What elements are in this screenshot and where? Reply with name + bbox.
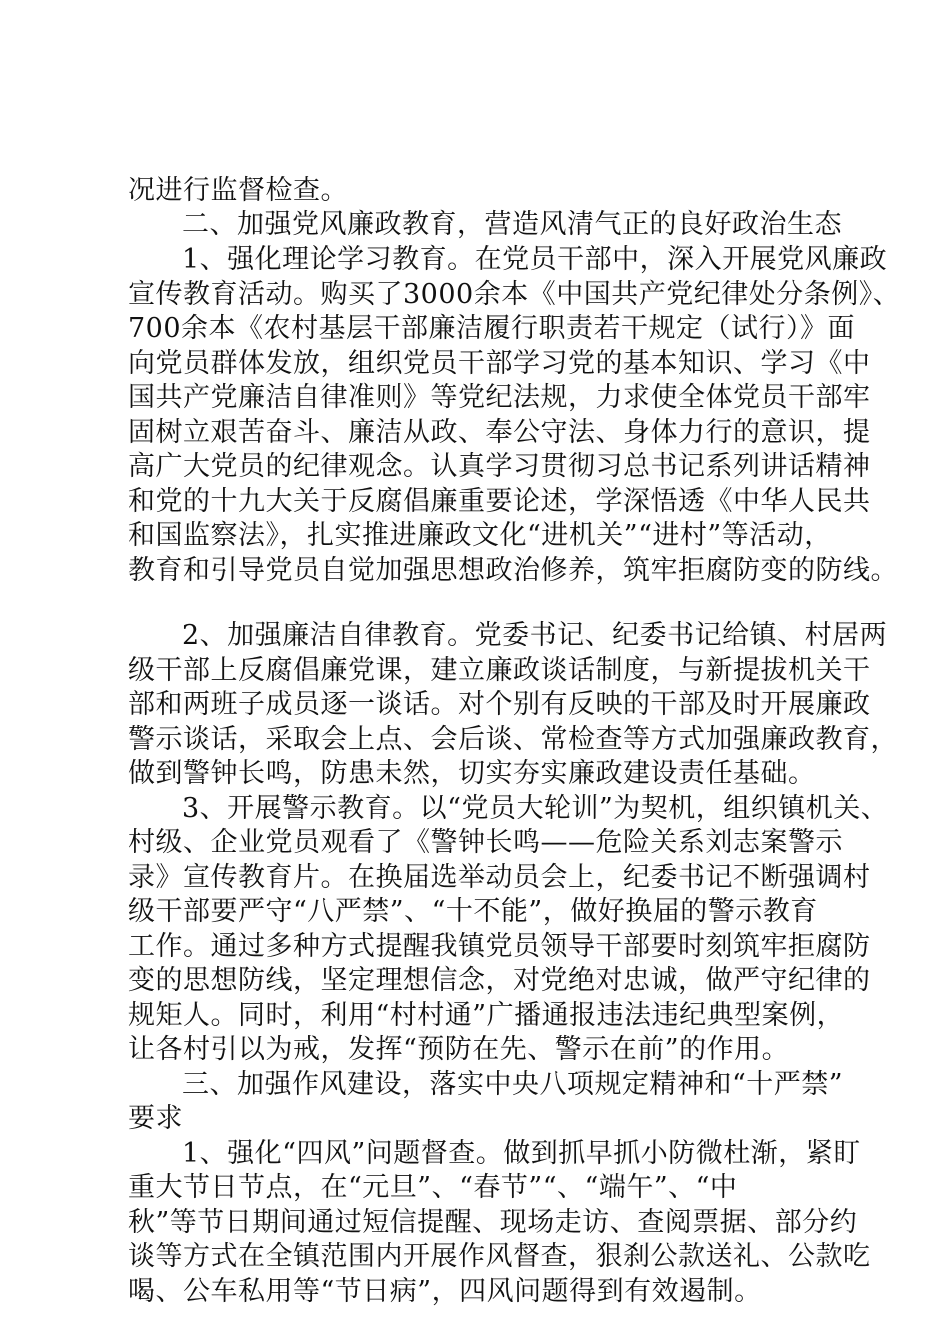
text-line: 700余本《农村基层干部廉洁履行职责若干规定（试行）》面 (128, 313, 856, 344)
text-line: 重大节日节点，在“元旦”、“春节”“、“端午”、“中 (128, 1172, 738, 1203)
text-line: 规矩人。同时，利用“村村通”广播通报违法违纪典型案例， (128, 1000, 845, 1031)
text-line: 让各村引以为戒，发挥“预防在先、警示在前”的作用。 (128, 1034, 790, 1065)
text-line: 高广大党员的纪律观念。认真学习贯彻习总书记系列讲话精神 (128, 451, 871, 482)
text-line: 喝、公车私用等“节日病”，四风问题得到有效遏制。 (128, 1276, 762, 1307)
text-line: 秋”等节日期间通过短信提醒、现场走访、查阅票据、部分约 (128, 1207, 858, 1238)
text-line: 3、开展警示教育。以“党员大轮训”为契机，组织镇机关、 (182, 793, 889, 824)
section-heading: 三、加强作风建设，落实中央八项规定精神和“十严禁” (182, 1069, 844, 1100)
text-line: 况进行监督检查。 (128, 175, 348, 206)
text-line: 变的思想防线，坚定理想信念，对党绝对忠诚，做严守纪律的 (128, 965, 871, 996)
text-line: 和国监察法》，扎实推进廉政文化“进机关”“进村”等活动， (128, 520, 832, 551)
text-line: 2、加强廉洁自律教育。党委书记、纪委书记给镇、村居两 (182, 620, 888, 651)
text-line: 警示谈话，采取会上点、会后谈、常检查等方式加强廉政教育， (128, 724, 898, 755)
text-line: 固树立艰苦奋斗、廉洁从政、奉公守法、身体力行的意识，提 (128, 417, 871, 448)
text-line: 做到警钟长鸣，防患未然，切实夯实廉政建设责任基础。 (128, 758, 816, 789)
text-line: 工作。通过多种方式提醒我镇党员领导干部要时刻筑牢拒腐防 (128, 931, 871, 962)
text-line: 教育和引导党员自觉加强思想政治修养，筑牢拒腐防变的防线。 (128, 555, 898, 586)
text-line: 1、强化“四风”问题督查。做到抓早抓小防微杜渐，紧盯 (182, 1138, 861, 1169)
text-line: 录》宣传教育片。在换届选举动员会上，纪委书记不断强调村 (128, 862, 871, 893)
text-line: 级干部上反腐倡廉党课，建立廉政谈话制度，与新提拔机关干 (128, 655, 871, 686)
text-line: 村级、企业党员观看了《警钟长鸣——危险关系刘志案警示 (128, 827, 843, 858)
text-line: 宣传教育活动。购买了3000余本《中国共产党纪律处分条例》、 (128, 279, 901, 310)
section-heading: 二、加强党风廉政教育，营造风清气正的良好政治生态 (182, 209, 842, 240)
text-line: 国共产党廉洁自律准则》等党纪法规，力求使全体党员干部牢 (128, 382, 871, 413)
text-line: 1、强化理论学习教育。在党员干部中，深入开展党风廉政 (182, 244, 888, 275)
text-line: 向党员群体发放，组织党员干部学习党的基本知识、学习《中 (128, 348, 871, 379)
text-line: 级干部要严守“八严禁”、“十不能”，做好换届的警示教育 (128, 896, 818, 927)
text-line: 谈等方式在全镇范围内开展作风督查，狠刹公款送礼、公款吃 (128, 1241, 871, 1272)
text-line: 和党的十九大关于反腐倡廉重要论述，学深悟透《中华人民共 (128, 486, 871, 517)
text-line: 部和两班子成员逐一谈话。对个别有反映的干部及时开展廉政 (128, 689, 871, 720)
text-line: 要求 (128, 1103, 183, 1134)
